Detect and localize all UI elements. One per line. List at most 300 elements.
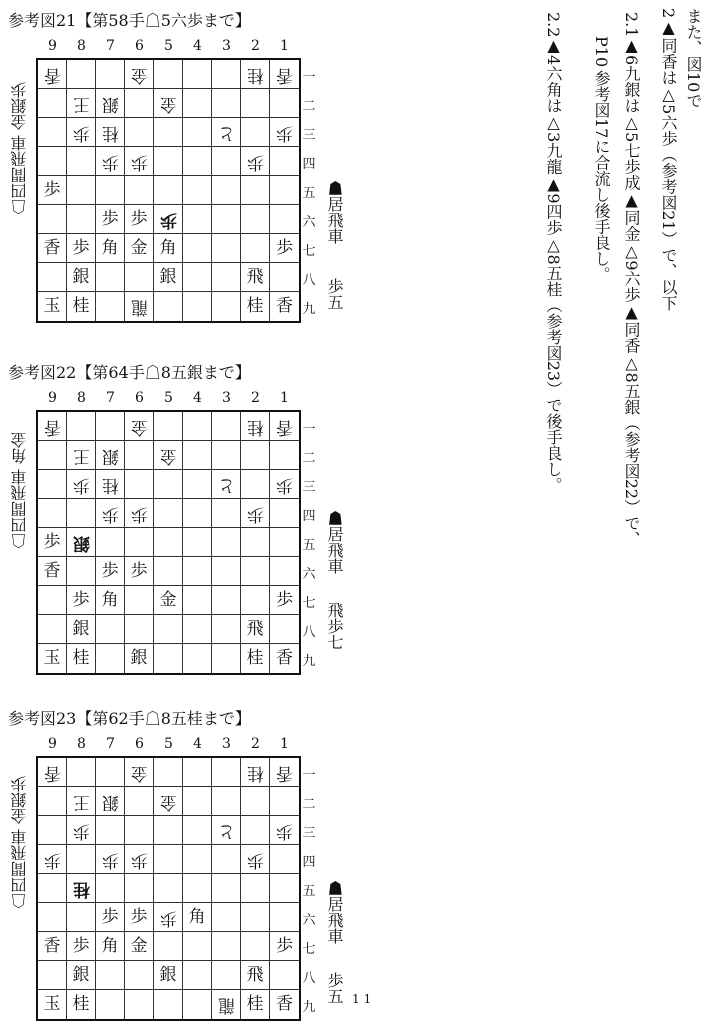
board-square bbox=[96, 470, 125, 499]
board-square bbox=[270, 961, 299, 990]
board-square bbox=[212, 845, 241, 874]
board-square bbox=[154, 990, 183, 1019]
board-square bbox=[270, 874, 299, 903]
board-square bbox=[183, 845, 212, 874]
shogi-piece: 歩 bbox=[101, 503, 119, 524]
rank-label: 六 bbox=[302, 567, 316, 582]
board-square bbox=[154, 89, 183, 118]
shogi-piece: 歩 bbox=[72, 237, 90, 258]
shogi-piece: 金 bbox=[130, 935, 148, 956]
shogi-piece: 歩 bbox=[130, 151, 148, 172]
board-square bbox=[67, 118, 96, 147]
file-label: 9 bbox=[48, 736, 57, 752]
board-square bbox=[38, 932, 67, 961]
board2-sente-pieces: 飛歩七 bbox=[325, 602, 344, 650]
file-label: 7 bbox=[106, 736, 115, 752]
shogi-piece: 桂 bbox=[246, 994, 264, 1014]
board-square bbox=[212, 292, 241, 321]
board3-grid bbox=[36, 756, 301, 1021]
board-square bbox=[154, 263, 183, 292]
board-square bbox=[38, 615, 67, 644]
shogi-piece: 金 bbox=[130, 237, 148, 258]
board-square bbox=[183, 644, 212, 673]
board-square bbox=[67, 147, 96, 176]
board-square bbox=[38, 816, 67, 845]
shogi-piece: 歩 bbox=[276, 122, 293, 143]
board-square bbox=[154, 557, 183, 586]
board-square bbox=[38, 147, 67, 176]
text-col4-ref: P10 bbox=[592, 36, 611, 68]
shogi-piece: 歩 bbox=[159, 907, 177, 928]
board-square bbox=[241, 441, 270, 470]
board-square bbox=[125, 586, 154, 615]
board-square bbox=[67, 292, 96, 321]
board-square bbox=[183, 499, 212, 528]
shogi-piece: 角 bbox=[188, 906, 206, 927]
board-square bbox=[96, 147, 125, 176]
board-square bbox=[125, 60, 154, 89]
shogi-piece: 歩 bbox=[72, 589, 90, 610]
shogi-piece: 角 bbox=[101, 935, 119, 956]
board-square bbox=[38, 441, 67, 470]
board-square bbox=[154, 758, 183, 787]
board2-file-labels bbox=[36, 390, 297, 408]
board1-grid bbox=[36, 58, 301, 323]
board-square bbox=[96, 499, 125, 528]
shogi-piece: 金 bbox=[130, 64, 148, 85]
board-square bbox=[96, 874, 125, 903]
board-square bbox=[38, 903, 67, 932]
board-square bbox=[96, 557, 125, 586]
board-square bbox=[38, 874, 67, 903]
board-square bbox=[270, 615, 299, 644]
board-square bbox=[212, 176, 241, 205]
board-square bbox=[125, 903, 154, 932]
board-square bbox=[38, 961, 67, 990]
board-square bbox=[212, 816, 241, 845]
rank-label: 九 bbox=[302, 302, 316, 317]
shogi-piece: 金 bbox=[159, 589, 177, 610]
board-square bbox=[241, 787, 270, 816]
file-label: 4 bbox=[193, 390, 202, 406]
shogi-piece: 歩 bbox=[72, 122, 90, 143]
text-col2: 2▲同香は△5六歩（参考図21）で、以下 bbox=[659, 8, 678, 311]
board-square bbox=[241, 816, 270, 845]
file-label: 5 bbox=[164, 736, 173, 752]
board-square bbox=[96, 758, 125, 787]
board-square bbox=[125, 499, 154, 528]
board-square bbox=[154, 292, 183, 321]
board-square bbox=[241, 60, 270, 89]
shogi-piece: 歩 bbox=[130, 560, 148, 581]
board1-gote-hand bbox=[8, 66, 28, 215]
board-square bbox=[212, 60, 241, 89]
board-square bbox=[183, 176, 212, 205]
board-square bbox=[183, 441, 212, 470]
board-square bbox=[270, 644, 299, 673]
shogi-piece: 香 bbox=[276, 648, 293, 668]
board-square bbox=[67, 990, 96, 1019]
board-square bbox=[96, 816, 125, 845]
board-square bbox=[270, 234, 299, 263]
file-label: 2 bbox=[251, 390, 260, 406]
board-square bbox=[270, 499, 299, 528]
board-square bbox=[125, 441, 154, 470]
file-label: 3 bbox=[222, 38, 231, 54]
board3-file-labels bbox=[36, 736, 297, 754]
board-square bbox=[125, 89, 154, 118]
rank-label: 八 bbox=[302, 971, 316, 986]
board-square bbox=[96, 787, 125, 816]
board-square bbox=[154, 787, 183, 816]
board-square bbox=[183, 816, 212, 845]
shogi-piece: 桂 bbox=[72, 994, 90, 1014]
board-square bbox=[270, 292, 299, 321]
shogi-piece: 銀 bbox=[101, 791, 119, 812]
board-square bbox=[154, 470, 183, 499]
shogi-piece: 銀 bbox=[72, 266, 90, 287]
board2-title: 参考図22【第64手☖8五銀まで】 bbox=[8, 363, 251, 382]
board-square bbox=[67, 470, 96, 499]
rank-label: 五 bbox=[302, 538, 316, 553]
board-square bbox=[125, 263, 154, 292]
board1-sente-pieces: 歩五 bbox=[325, 278, 344, 310]
shogi-piece: 歩 bbox=[72, 474, 90, 495]
board-square bbox=[96, 990, 125, 1019]
board-square bbox=[270, 147, 299, 176]
board-square bbox=[67, 845, 96, 874]
board-square bbox=[183, 89, 212, 118]
board-square bbox=[241, 758, 270, 787]
board-square bbox=[183, 205, 212, 234]
board-square bbox=[212, 586, 241, 615]
rank-label: 四 bbox=[302, 855, 316, 870]
board-square bbox=[38, 586, 67, 615]
board-square bbox=[67, 176, 96, 205]
file-label: 6 bbox=[135, 390, 144, 406]
board-square bbox=[183, 961, 212, 990]
board-square bbox=[183, 234, 212, 263]
shogi-piece: 歩 bbox=[276, 237, 293, 258]
shogi-piece: 歩 bbox=[72, 935, 90, 956]
board-square bbox=[270, 932, 299, 961]
board-square bbox=[125, 528, 154, 557]
board-square bbox=[183, 874, 212, 903]
board-square bbox=[270, 412, 299, 441]
rank-label: 二 bbox=[302, 451, 316, 466]
board-square bbox=[154, 147, 183, 176]
file-label: 1 bbox=[280, 390, 289, 406]
board-square bbox=[183, 990, 212, 1019]
board-square bbox=[38, 845, 67, 874]
board2-gote-pieces: 角金 bbox=[10, 432, 29, 464]
board-square bbox=[241, 961, 270, 990]
board-square bbox=[38, 528, 67, 557]
board3-sente-pieces: 歩五 bbox=[325, 972, 344, 1004]
board-square bbox=[125, 118, 154, 147]
board-square bbox=[241, 412, 270, 441]
board3-sente-player: ☗居飛車 bbox=[325, 880, 344, 944]
board-square bbox=[270, 758, 299, 787]
board-square bbox=[212, 234, 241, 263]
board-square bbox=[241, 932, 270, 961]
board-square bbox=[96, 903, 125, 932]
board-square bbox=[241, 205, 270, 234]
board-square bbox=[183, 528, 212, 557]
board-square bbox=[38, 787, 67, 816]
board-square bbox=[38, 470, 67, 499]
board-square bbox=[241, 644, 270, 673]
shogi-piece: と bbox=[217, 122, 235, 143]
board-square bbox=[154, 903, 183, 932]
shogi-piece: 銀 bbox=[101, 445, 119, 466]
shogi-piece: 歩 bbox=[101, 208, 119, 229]
shogi-piece: 桂 bbox=[246, 296, 264, 316]
board-square bbox=[183, 787, 212, 816]
shogi-piece: 歩 bbox=[101, 849, 119, 870]
shogi-piece: 金 bbox=[159, 791, 177, 812]
board1-gote-pieces: 金銀歩 bbox=[10, 82, 29, 130]
board3-gote-player: ☖四間飛車 bbox=[10, 829, 29, 910]
board-square bbox=[212, 528, 241, 557]
board-square bbox=[38, 176, 67, 205]
board-square bbox=[154, 961, 183, 990]
shogi-piece: 桂 bbox=[101, 474, 119, 495]
board-square bbox=[183, 470, 212, 499]
board-square bbox=[96, 176, 125, 205]
board-square bbox=[125, 205, 154, 234]
rank-label: 七 bbox=[302, 596, 316, 611]
shogi-piece: 桂 bbox=[101, 122, 119, 143]
rank-label: 一 bbox=[302, 70, 316, 85]
shogi-piece: 銀 bbox=[159, 266, 177, 287]
board-square bbox=[96, 615, 125, 644]
file-label: 5 bbox=[164, 390, 173, 406]
shogi-piece: 歩 bbox=[130, 849, 148, 870]
board-square bbox=[183, 932, 212, 961]
board1-file-labels bbox=[36, 38, 297, 56]
board-square bbox=[183, 903, 212, 932]
board-square bbox=[241, 903, 270, 932]
board-square bbox=[241, 234, 270, 263]
rank-label: 九 bbox=[302, 1000, 316, 1015]
shogi-piece: 銀 bbox=[159, 964, 177, 985]
board-square bbox=[38, 758, 67, 787]
file-label: 7 bbox=[106, 390, 115, 406]
board-square bbox=[270, 60, 299, 89]
text-col5-num: 2.2 bbox=[544, 12, 563, 38]
board-square bbox=[67, 932, 96, 961]
board-square bbox=[154, 176, 183, 205]
board-square bbox=[96, 932, 125, 961]
board2-gote-player: ☖四間飛車 bbox=[10, 469, 29, 550]
board-square bbox=[96, 292, 125, 321]
board-square bbox=[67, 441, 96, 470]
board-square bbox=[125, 874, 154, 903]
board-square bbox=[96, 263, 125, 292]
board-square bbox=[96, 961, 125, 990]
shogi-piece: 桂 bbox=[72, 878, 90, 899]
board-square bbox=[67, 903, 96, 932]
board-square bbox=[125, 292, 154, 321]
rank-label: 八 bbox=[302, 625, 316, 640]
shogi-piece: 歩 bbox=[276, 589, 293, 610]
board-square bbox=[212, 205, 241, 234]
file-label: 4 bbox=[193, 38, 202, 54]
file-label: 6 bbox=[135, 38, 144, 54]
board-square bbox=[270, 816, 299, 845]
board-square bbox=[125, 845, 154, 874]
shogi-piece: 歩 bbox=[130, 503, 148, 524]
board-square bbox=[154, 234, 183, 263]
shogi-piece: 玉 bbox=[43, 296, 61, 316]
shogi-piece: と bbox=[217, 820, 235, 841]
file-label: 1 bbox=[280, 38, 289, 54]
shogi-piece: 歩 bbox=[246, 503, 264, 524]
rank-label: 六 bbox=[302, 913, 316, 928]
board2-gote-hand bbox=[8, 416, 28, 549]
shogi-piece: 香 bbox=[43, 762, 61, 783]
shogi-piece: 歩 bbox=[246, 849, 264, 870]
board-square bbox=[154, 932, 183, 961]
board-square bbox=[38, 263, 67, 292]
board-square bbox=[241, 845, 270, 874]
board-square bbox=[183, 557, 212, 586]
board-square bbox=[270, 470, 299, 499]
shogi-piece: 歩 bbox=[246, 151, 264, 172]
board-square bbox=[241, 586, 270, 615]
board-square bbox=[96, 845, 125, 874]
shogi-piece: 銀 bbox=[72, 618, 90, 639]
board-square bbox=[38, 644, 67, 673]
shogi-piece: 桂 bbox=[72, 648, 90, 668]
board-square bbox=[96, 60, 125, 89]
board3-gote-hand bbox=[8, 760, 28, 909]
board-square bbox=[67, 234, 96, 263]
board-square bbox=[67, 816, 96, 845]
board-square bbox=[125, 932, 154, 961]
board-square bbox=[241, 89, 270, 118]
text-col3: ▲6九銀は△5七歩成▲同金△9六歩▲同香△8五銀（参考図22）で、 bbox=[622, 36, 641, 548]
board-square bbox=[270, 205, 299, 234]
board-square bbox=[154, 816, 183, 845]
board-square bbox=[270, 557, 299, 586]
shogi-piece: と bbox=[217, 474, 235, 495]
board-square bbox=[154, 441, 183, 470]
board-square bbox=[154, 845, 183, 874]
shogi-piece: 歩 bbox=[276, 820, 293, 841]
board-square bbox=[38, 412, 67, 441]
board-square bbox=[67, 644, 96, 673]
board-square bbox=[212, 961, 241, 990]
rank-label: 二 bbox=[302, 99, 316, 114]
file-label: 9 bbox=[48, 38, 57, 54]
board-square bbox=[270, 903, 299, 932]
board-square bbox=[212, 147, 241, 176]
board-square bbox=[96, 441, 125, 470]
rank-label: 二 bbox=[302, 797, 316, 812]
board-square bbox=[38, 990, 67, 1019]
board-square bbox=[212, 557, 241, 586]
shogi-piece: 銀 bbox=[72, 964, 90, 985]
shogi-piece: 香 bbox=[43, 560, 61, 581]
board-square bbox=[67, 557, 96, 586]
board-square bbox=[38, 557, 67, 586]
text-col5: ▲4六角は△3九龍▲9四歩△8五桂（参考図23）で後手良し。 bbox=[544, 36, 563, 494]
file-label: 7 bbox=[106, 38, 115, 54]
board-square bbox=[67, 961, 96, 990]
board-square bbox=[67, 205, 96, 234]
rank-label: 三 bbox=[302, 826, 316, 841]
board-square bbox=[241, 528, 270, 557]
board1-title: 参考図21【第58手☖5六歩まで】 bbox=[8, 11, 251, 30]
file-label: 4 bbox=[193, 736, 202, 752]
rank-label: 七 bbox=[302, 244, 316, 259]
board-square bbox=[96, 412, 125, 441]
shogi-piece: 桂 bbox=[72, 296, 90, 316]
board-square bbox=[270, 441, 299, 470]
file-label: 2 bbox=[251, 38, 260, 54]
board-square bbox=[38, 234, 67, 263]
board-square bbox=[212, 758, 241, 787]
board-square bbox=[38, 118, 67, 147]
board-square bbox=[125, 470, 154, 499]
shogi-piece: 歩 bbox=[101, 560, 119, 581]
shogi-piece: 角 bbox=[101, 589, 119, 610]
shogi-piece: 金 bbox=[159, 93, 177, 114]
board-square bbox=[96, 118, 125, 147]
rank-label: 三 bbox=[302, 128, 316, 143]
board-square bbox=[154, 499, 183, 528]
shogi-piece: 桂 bbox=[246, 648, 264, 668]
board-square bbox=[183, 118, 212, 147]
board-square bbox=[241, 499, 270, 528]
shogi-piece: 桂 bbox=[246, 416, 264, 437]
shogi-piece: 玉 bbox=[43, 994, 61, 1014]
shogi-piece: 銀 bbox=[72, 532, 90, 553]
shogi-piece: 歩 bbox=[159, 209, 177, 230]
shogi-piece: 歩 bbox=[101, 906, 119, 927]
board-square bbox=[154, 60, 183, 89]
board-square bbox=[154, 205, 183, 234]
board2-grid bbox=[36, 410, 301, 675]
text-col4: 参考図17に合流し後手良し。 bbox=[592, 70, 611, 283]
shogi-piece: 龍 bbox=[217, 995, 235, 1015]
board-square bbox=[125, 961, 154, 990]
board3-title: 参考図23【第62手☖8五桂まで】 bbox=[8, 709, 251, 728]
board-square bbox=[67, 586, 96, 615]
file-label: 2 bbox=[251, 736, 260, 752]
shogi-piece: 香 bbox=[276, 296, 293, 316]
board-square bbox=[241, 557, 270, 586]
shogi-piece: 銀 bbox=[130, 648, 148, 668]
shogi-piece: 香 bbox=[43, 237, 61, 258]
board-square bbox=[96, 89, 125, 118]
board3-gote-pieces: 金銀歩 bbox=[10, 776, 29, 824]
board-square bbox=[67, 263, 96, 292]
rank-label: 八 bbox=[302, 273, 316, 288]
board-square bbox=[270, 89, 299, 118]
board-square bbox=[183, 586, 212, 615]
file-label: 8 bbox=[77, 38, 86, 54]
board-square bbox=[212, 932, 241, 961]
board1-sente-hand bbox=[320, 180, 344, 244]
board-square bbox=[96, 528, 125, 557]
board-square bbox=[241, 615, 270, 644]
board-square bbox=[270, 176, 299, 205]
file-label: 8 bbox=[77, 390, 86, 406]
shogi-piece: 飛 bbox=[246, 618, 264, 639]
